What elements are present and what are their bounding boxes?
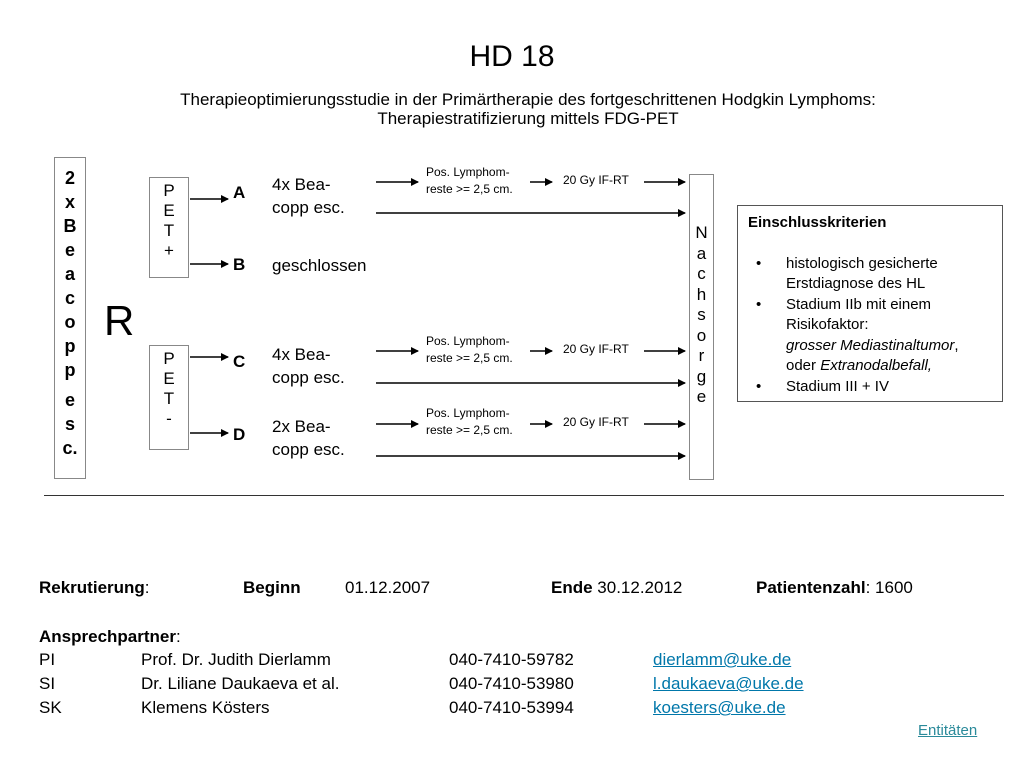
contact-email-link[interactable]: dierlamm@uke.de (653, 650, 792, 669)
pet-negative-box (149, 345, 189, 450)
criteria-title: Einschlusskriterien (748, 214, 887, 231)
regimen-char: x (64, 192, 75, 212)
criteria-italic: grosser Mediastinaltumor (786, 336, 955, 354)
pet-positive-box (149, 177, 189, 278)
patients-label: Patientenzahl (756, 578, 866, 597)
recruitment-colon: : (144, 578, 150, 597)
criteria-punct: , (954, 336, 959, 354)
inclusion-criteria-box (737, 205, 1003, 402)
contacts-heading (39, 627, 181, 647)
contact-name: Prof. Dr. Judith Dierlamm (141, 650, 331, 669)
contact-role: SK (39, 698, 62, 717)
arm-c-therapy (272, 343, 345, 389)
contact-phone: 040-7410-59782 (449, 650, 574, 669)
page-title: HD 18 (469, 40, 555, 73)
arm-a-therapy-line-1: 4x Bea- (272, 175, 331, 194)
regimen-char: c (64, 288, 75, 308)
criteria-item (748, 295, 992, 377)
nachsorge-char: s (697, 305, 706, 324)
arm-a-therapy-line-2: copp esc. (272, 198, 345, 217)
regimen-box (54, 157, 86, 479)
regimen-char: s (64, 414, 75, 434)
arm-d-residual-line-2: reste >= 2,5 cm. (426, 423, 513, 437)
arm-d-residual-line-1: Pos. Lymphom- (426, 406, 510, 420)
arm-d-therapy-line-2: copp esc. (272, 440, 345, 459)
criteria-text: • histologisch gesicherte (786, 254, 938, 272)
start-label: Beginn (243, 578, 301, 597)
arm-c-residual-line-1: Pos. Lymphom- (426, 334, 510, 348)
end-date: 30.12.2012 (597, 578, 683, 597)
criteria-list (748, 254, 992, 398)
arm-d-residual (426, 405, 513, 439)
nachsorge-char: r (698, 346, 705, 365)
pet-char: E (163, 369, 175, 388)
end-label: Ende (551, 578, 593, 597)
arm-a-residual-line-2: reste >= 2,5 cm. (426, 182, 513, 196)
pet-char: T (163, 221, 175, 240)
criteria-item (748, 377, 992, 398)
contact-name: Klemens Kösters (141, 698, 270, 717)
arm-c-therapy-line-1: 4x Bea- (272, 345, 331, 364)
nachsorge-char: a (696, 243, 707, 263)
nachsorge-char: h (696, 284, 707, 304)
arm-a-therapy (272, 173, 345, 219)
arm-a-residual (426, 164, 513, 198)
nachsorge-box (689, 174, 714, 480)
patients (756, 578, 913, 598)
regimen-char: e (64, 390, 75, 410)
contact-email-link[interactable]: l.daukaeva@uke.de (653, 674, 804, 693)
arm-d-therapy (272, 415, 345, 461)
pet-char: - (166, 409, 172, 428)
criteria-italic: Extranodalbefall, (820, 357, 932, 374)
contact-phone: 040-7410-53980 (449, 674, 574, 693)
arm-b-therapy: geschlossen (272, 256, 367, 275)
nachsorge-char: c (697, 264, 706, 283)
contact-name: Dr. Liliane Daukaeva et al. (141, 674, 340, 693)
criteria-text: • Stadium III + IV (786, 377, 889, 395)
criteria-text: Erstdiagnose des HL (786, 275, 926, 292)
pet-char: T (163, 389, 175, 408)
contact-email-link[interactable]: koesters@uke.de (653, 698, 786, 717)
regimen-char: 2 (64, 168, 75, 188)
start-date: 01.12.2007 (345, 578, 431, 597)
arm-c-residual-line-2: reste >= 2,5 cm. (426, 351, 513, 365)
arm-c-residual (426, 333, 513, 367)
subtitle-line-2: Therapiestratifizierung mittels FDG-PET (377, 109, 679, 128)
nachsorge-char: N (695, 223, 708, 242)
contact-role: SI (39, 674, 56, 693)
recruitment-label-text: Rekrutierung (39, 578, 145, 597)
subtitle-line-1: Therapieoptimierungsstudie in der Primärtherapie des fortgeschrittenen Hodgkin Lymphoms: (180, 90, 876, 109)
criteria-text (786, 356, 992, 377)
arm-a-label: A (233, 183, 246, 202)
nachsorge-char: e (696, 387, 707, 406)
regimen-char: p (64, 360, 76, 380)
arm-d-rt: 20 Gy IF-RT (563, 415, 629, 429)
section-divider (44, 495, 1004, 496)
entitaeten-link[interactable]: Entitäten (918, 722, 978, 739)
randomization-label: R (104, 297, 135, 344)
regimen-char: e (64, 240, 75, 260)
criteria-text: Risikofaktor: (786, 316, 869, 333)
arm-c-therapy-line-2: copp esc. (272, 368, 345, 387)
arm-a-rt: 20 Gy IF-RT (563, 173, 629, 187)
criteria-text: • Stadium IIb mit einem (786, 295, 932, 313)
criteria-text-prefix: oder (786, 357, 821, 374)
contacts-heading-colon: : (175, 627, 181, 646)
regimen-char: B (63, 216, 77, 236)
nachsorge-char: o (696, 325, 707, 345)
arm-d-label: D (233, 425, 246, 444)
contacts-heading-text: Ansprechpartner (39, 627, 176, 646)
patients-value: : 1600 (865, 578, 913, 597)
regimen-char: p (64, 336, 76, 356)
arm-c-rt: 20 Gy IF-RT (563, 342, 629, 356)
regimen-char: o (64, 312, 76, 332)
regimen-char: c. (62, 438, 78, 458)
arm-b-label: B (233, 255, 246, 274)
pet-char: E (163, 201, 175, 220)
end (551, 578, 682, 598)
pet-char: P (163, 349, 175, 368)
recruitment-label (39, 578, 150, 598)
pet-char: + (164, 241, 174, 260)
regimen-char: a (64, 264, 75, 284)
contact-phone: 040-7410-53994 (449, 698, 574, 717)
pet-char: P (163, 181, 175, 200)
arm-d-therapy-line-1: 2x Bea- (272, 417, 331, 436)
nachsorge-char: g (696, 366, 707, 386)
arm-a-residual-line-1: Pos. Lymphom- (426, 165, 510, 179)
arm-c-label: C (233, 352, 246, 371)
criteria-item (748, 254, 992, 295)
contact-role: PI (39, 650, 56, 669)
criteria-text (786, 336, 992, 357)
